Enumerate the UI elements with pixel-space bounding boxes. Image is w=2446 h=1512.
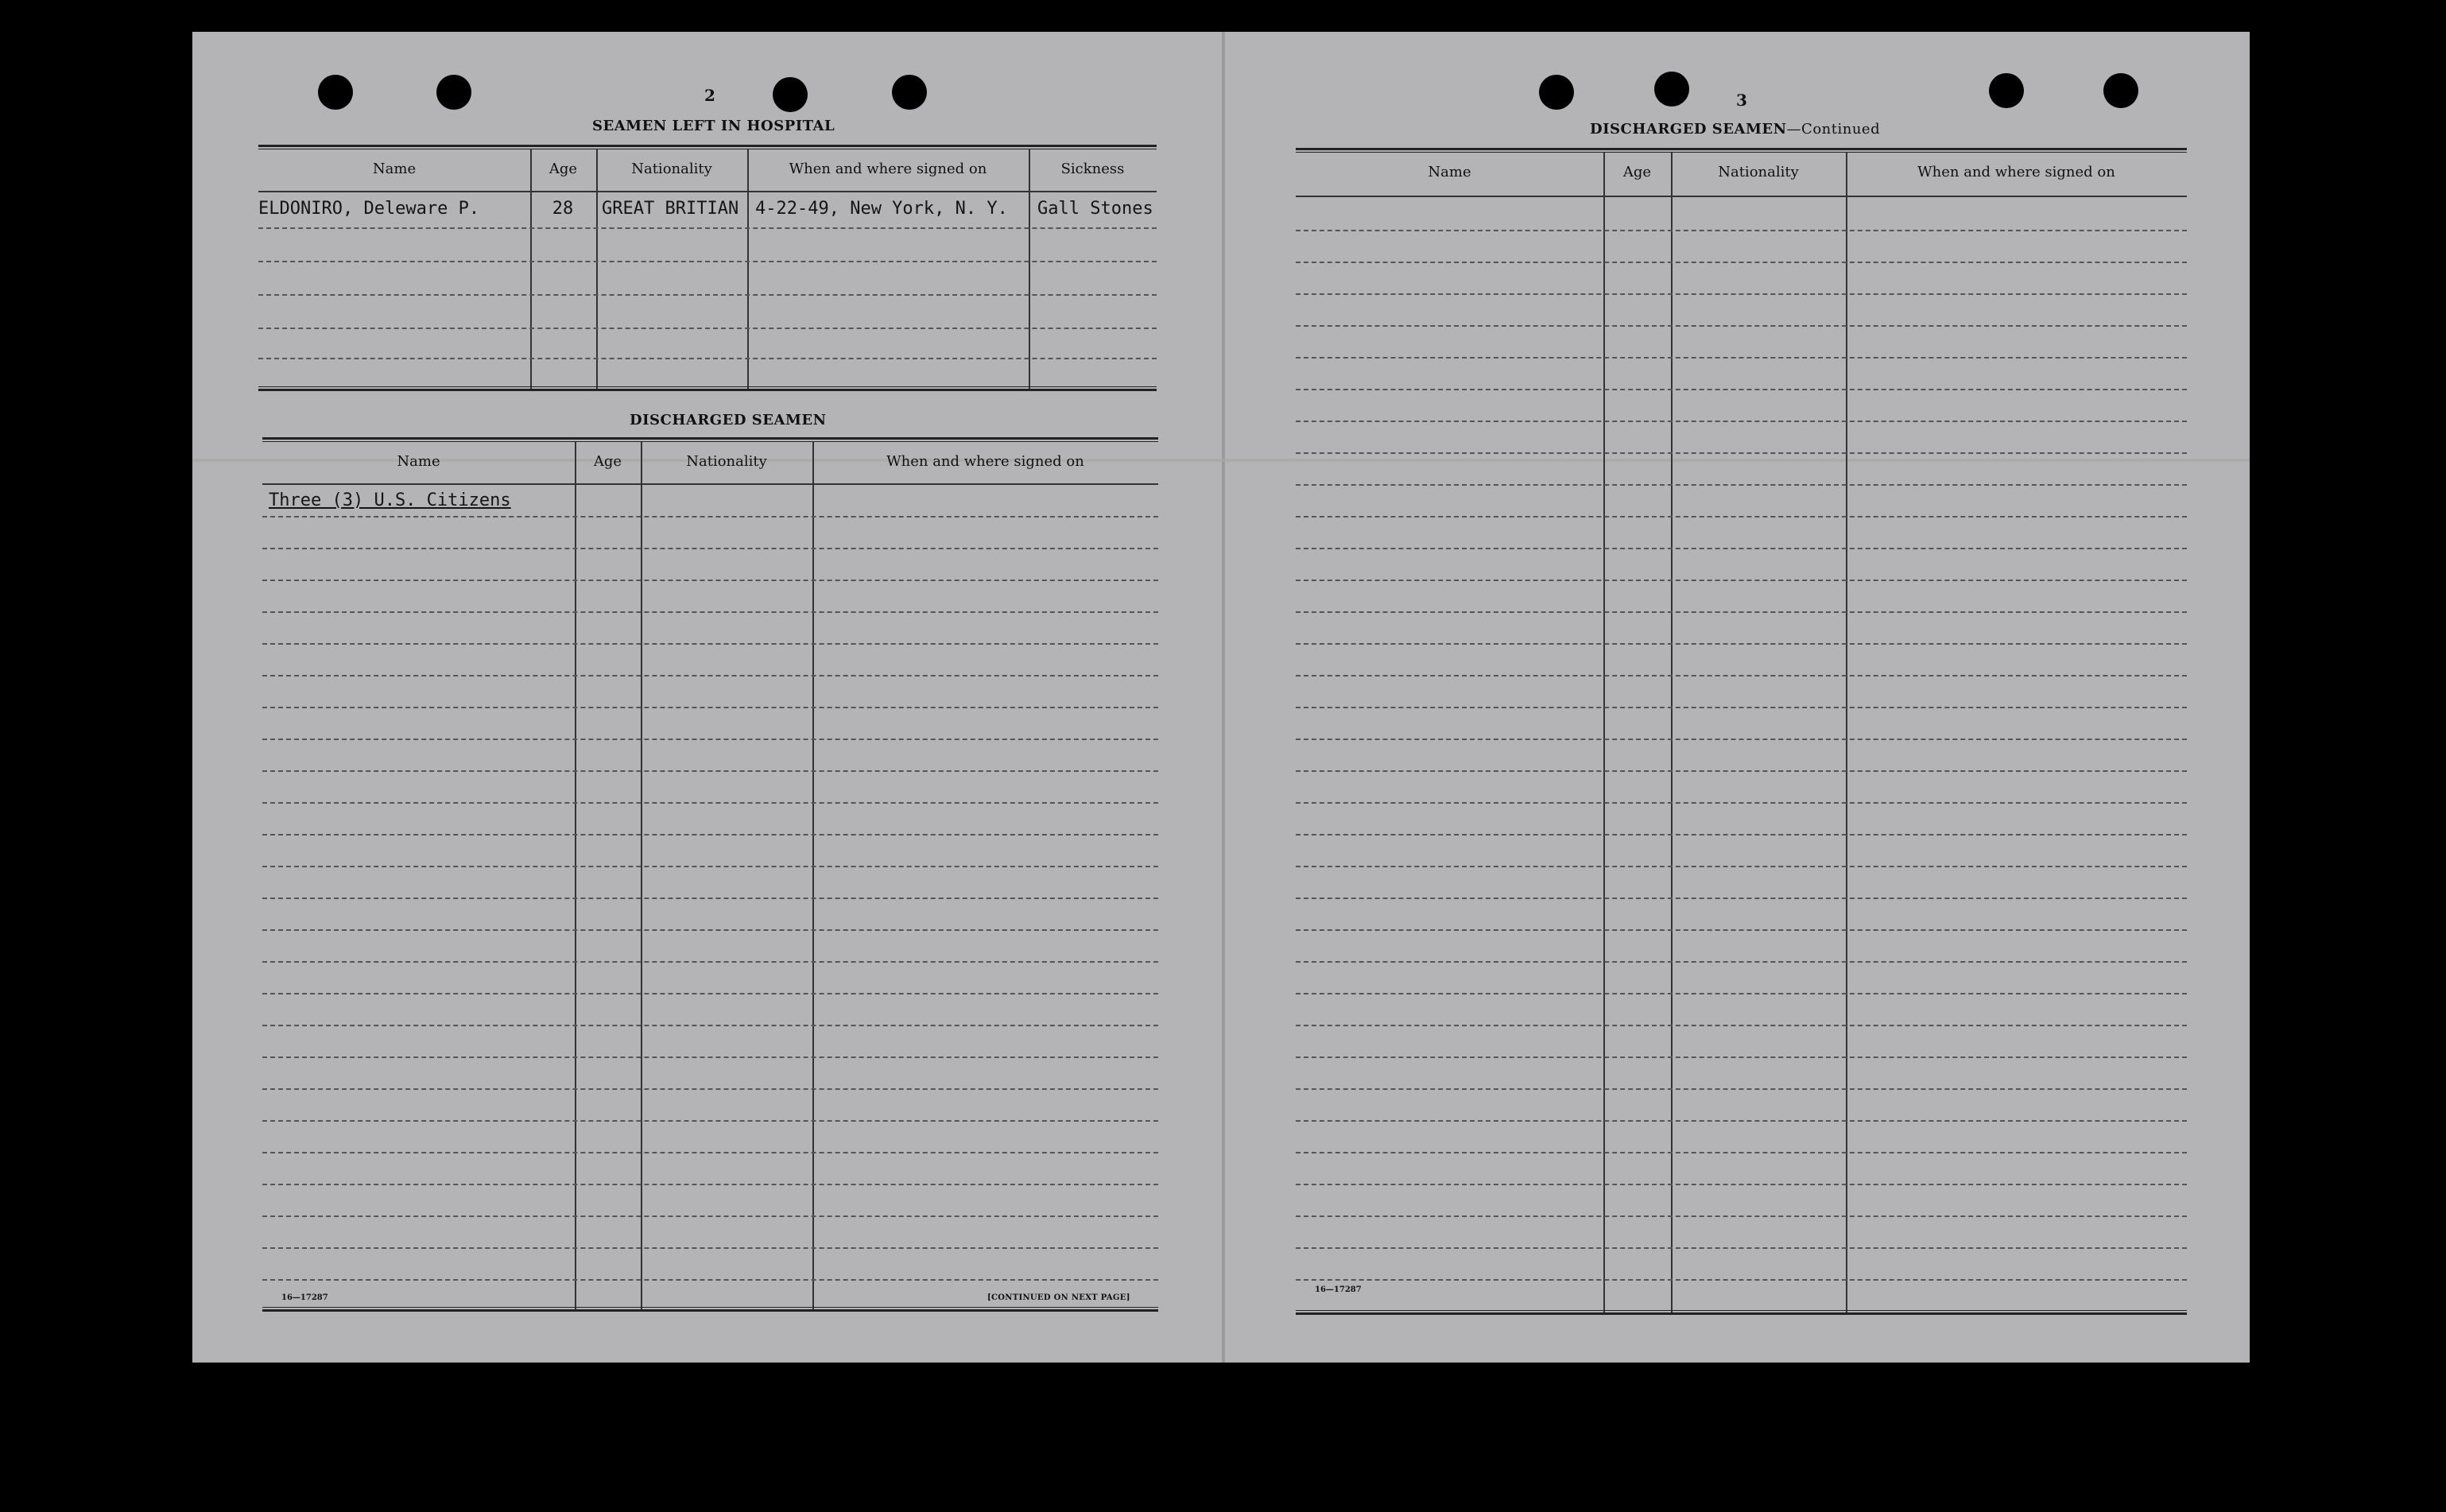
table-top-rule xyxy=(258,145,1157,149)
form-number-right: 16—17287 xyxy=(1315,1285,1362,1294)
row-rule xyxy=(1296,1088,2187,1090)
page-number-left: 2 xyxy=(704,86,715,105)
header-rule xyxy=(1296,196,2187,197)
row-rule xyxy=(1296,548,2187,549)
punch-hole xyxy=(1989,73,2024,108)
row-rule xyxy=(1296,770,2187,772)
row-rule xyxy=(262,929,1158,931)
punch-hole xyxy=(1539,75,1574,110)
row-rule xyxy=(1296,421,2187,422)
column-divider xyxy=(1671,153,1673,1315)
row-rule xyxy=(1296,452,2187,454)
table-top-rule xyxy=(262,437,1158,442)
discharged-row-name: Three (3) U.S. Citizens xyxy=(269,490,511,510)
col-header-signed-on: When and where signed on xyxy=(789,161,987,177)
punch-hole xyxy=(436,75,471,110)
col-header-name: Name xyxy=(372,161,417,177)
column-divider xyxy=(1846,153,1847,1315)
continued-note: [CONTINUED ON NEXT PAGE] xyxy=(987,1293,1130,1302)
row-rule xyxy=(1296,707,2187,708)
row-rule xyxy=(262,770,1158,772)
row-rule xyxy=(262,1152,1158,1153)
col-header-nationality: Nationality xyxy=(686,453,767,470)
row-rule xyxy=(1296,484,2187,486)
row-rule xyxy=(1296,325,2187,327)
row-rule xyxy=(1296,929,2187,931)
column-divider xyxy=(1603,153,1605,1315)
row-rule xyxy=(1296,961,2187,963)
row-rule xyxy=(262,1120,1158,1122)
hospital-table xyxy=(258,145,1157,425)
column-divider xyxy=(530,149,532,390)
column-divider xyxy=(596,149,598,390)
row-rule xyxy=(258,227,1157,229)
hospital-row-signed-on: 4-22-49, New York, N. Y. xyxy=(755,199,1008,219)
row-rule xyxy=(1296,357,2187,359)
header-rule xyxy=(258,191,1157,192)
row-rule xyxy=(262,1279,1158,1281)
row-rule xyxy=(262,1088,1158,1090)
row-rule xyxy=(1296,1120,2187,1122)
row-rule xyxy=(262,548,1158,549)
column-divider xyxy=(641,442,642,1310)
column-divider xyxy=(812,442,814,1310)
row-rule xyxy=(258,328,1157,329)
row-rule xyxy=(258,358,1157,359)
row-rule xyxy=(262,993,1158,994)
hospital-row-name: ELDONIRO, Deleware P. xyxy=(258,199,480,219)
row-rule xyxy=(262,1247,1158,1249)
row-rule xyxy=(1296,389,2187,390)
row-rule xyxy=(262,961,1158,963)
header-rule xyxy=(262,483,1158,485)
row-rule xyxy=(262,611,1158,613)
row-rule xyxy=(1296,230,2187,231)
row-rule xyxy=(1296,580,2187,581)
row-rule xyxy=(262,739,1158,740)
table-bottom-rule xyxy=(258,386,1157,391)
col-header-age: Age xyxy=(593,453,622,470)
discharged-continued-table xyxy=(1296,148,2187,1316)
row-rule xyxy=(1296,675,2187,677)
row-rule xyxy=(1296,643,2187,645)
punch-hole xyxy=(1654,72,1689,107)
hospital-section-title: SEAMEN LEFT IN HOSPITAL xyxy=(592,118,835,134)
row-rule xyxy=(1296,1247,2187,1249)
discharged-continued-title-suffix: —Continued xyxy=(1786,121,1881,138)
col-header-signed-on: When and where signed on xyxy=(886,453,1084,470)
row-rule xyxy=(1296,993,2187,994)
punch-hole xyxy=(2103,73,2138,108)
column-divider xyxy=(747,149,749,390)
hospital-row-nationality: GREAT BRITIAN xyxy=(602,199,739,219)
punch-hole xyxy=(318,75,353,110)
row-rule xyxy=(1296,802,2187,804)
row-rule xyxy=(1296,293,2187,295)
row-rule xyxy=(1296,1184,2187,1185)
punch-hole xyxy=(773,77,808,112)
row-rule xyxy=(262,643,1158,645)
discharged-continued-title xyxy=(1590,121,1880,138)
punch-hole xyxy=(892,75,927,110)
col-header-age: Age xyxy=(1622,164,1652,180)
row-rule xyxy=(258,261,1157,262)
row-rule xyxy=(1296,898,2187,899)
row-rule xyxy=(262,866,1158,867)
col-header-nationality: Nationality xyxy=(1718,164,1799,180)
row-rule xyxy=(1296,1279,2187,1281)
row-rule xyxy=(262,675,1158,677)
page-number-right: 3 xyxy=(1736,91,1747,110)
row-rule xyxy=(1296,866,2187,867)
hospital-row-age: 28 xyxy=(552,199,574,219)
row-rule xyxy=(1296,611,2187,613)
col-header-name: Name xyxy=(397,453,440,470)
row-rule xyxy=(258,294,1157,296)
row-rule xyxy=(262,516,1158,518)
form-number-left: 16—17287 xyxy=(281,1293,328,1302)
table-bottom-rule xyxy=(262,1307,1158,1312)
row-rule xyxy=(1296,262,2187,263)
center-crease xyxy=(1222,32,1225,1363)
col-header-signed-on: When and where signed on xyxy=(1917,164,2115,180)
column-divider xyxy=(1029,149,1030,390)
hospital-row-sickness: Gall Stones xyxy=(1037,199,1153,219)
discharged-continued-title-main: DISCHARGED SEAMEN xyxy=(1590,121,1787,138)
column-divider xyxy=(575,442,576,1310)
discharged-section-title: DISCHARGED SEAMEN xyxy=(630,412,827,428)
row-rule xyxy=(1296,1152,2187,1153)
row-rule xyxy=(262,898,1158,899)
table-bottom-rule xyxy=(1296,1310,2187,1315)
row-rule xyxy=(1296,1215,2187,1217)
table-top-rule xyxy=(1296,148,2187,153)
row-rule xyxy=(262,1025,1158,1026)
col-header-sickness: Sickness xyxy=(1060,161,1125,177)
row-rule xyxy=(262,834,1158,835)
row-rule xyxy=(262,1184,1158,1185)
row-rule xyxy=(262,707,1158,708)
col-header-name: Name xyxy=(1428,164,1471,180)
row-rule xyxy=(1296,1056,2187,1058)
discharged-table xyxy=(262,437,1158,1320)
col-header-age: Age xyxy=(549,161,578,177)
col-header-nationality: Nationality xyxy=(631,161,712,177)
row-rule xyxy=(1296,834,2187,835)
document-sheet xyxy=(192,32,2250,1363)
row-rule xyxy=(1296,516,2187,518)
row-rule xyxy=(262,802,1158,804)
row-rule xyxy=(262,1056,1158,1058)
row-rule xyxy=(1296,1025,2187,1026)
row-rule xyxy=(262,580,1158,581)
row-rule xyxy=(262,1215,1158,1217)
row-rule xyxy=(1296,739,2187,740)
